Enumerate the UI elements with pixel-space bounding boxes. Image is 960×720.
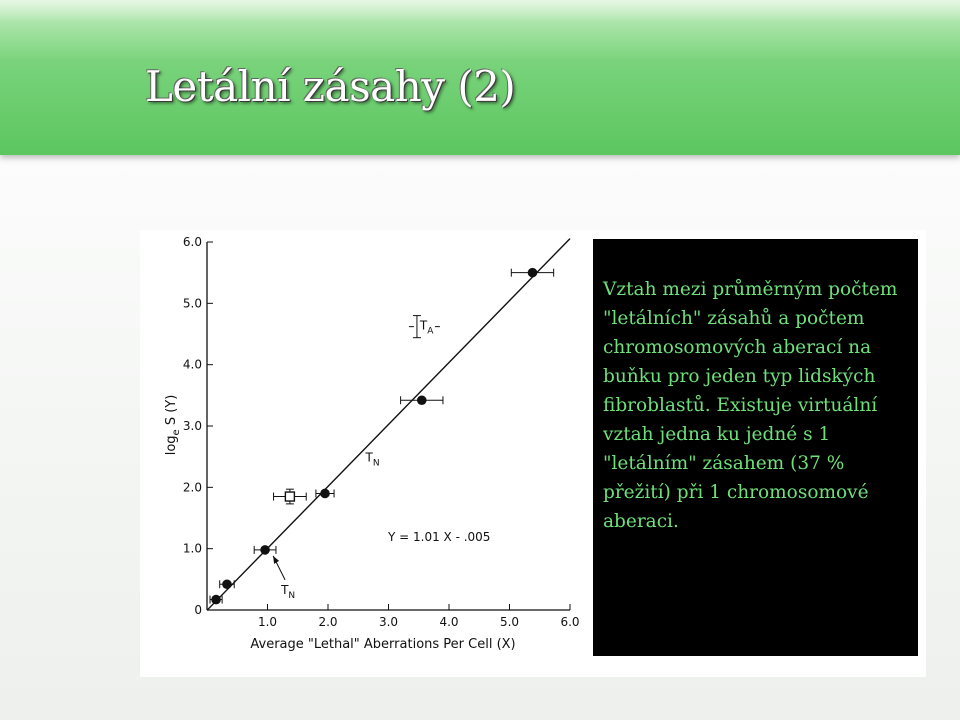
- data-point: [260, 545, 270, 555]
- y-tick-label: 5.0: [182, 296, 202, 311]
- chart-marks: [207, 239, 570, 611]
- y-axis-label-main: log: [164, 435, 179, 456]
- fit-line-label-main: T: [365, 450, 373, 465]
- x-tick-label: 3.0: [378, 615, 399, 629]
- data-point: [528, 268, 538, 278]
- fit-line-label: [365, 451, 380, 469]
- caption-text: Vztah mezi průměrným počtem "letálních" zásahů a počtem chromosomových aberací na buňku pro jeden typ lidských fibroblastů. Existuje virtuální vztah jedna ku jedné s 1 "letálním" zásahem (37 % přežití) při 1 chromosomové aberaci.: [603, 279, 898, 532]
- equation-annotation: Y = 1.01 X - .005: [388, 530, 491, 544]
- annotation-arrowhead: [273, 556, 279, 564]
- y-tick-label: 0: [194, 603, 202, 617]
- x-tick-label: 6.0: [560, 615, 580, 629]
- y-tick-label: 6.0: [182, 235, 202, 249]
- data-point-open-square: [285, 492, 294, 501]
- slide-title: Letální zásahy (2): [145, 62, 516, 111]
- y-axis-label-rest: S (Y): [164, 394, 179, 430]
- figure-panel: [140, 230, 926, 677]
- marker-ta-label: [419, 319, 434, 337]
- y-axis-label-sub: e: [171, 429, 182, 436]
- y-tick-label: 4.0: [182, 357, 202, 372]
- arrow-label-sub: N: [288, 590, 296, 601]
- x-tick-label: 5.0: [499, 615, 520, 629]
- marker-ta-label-sub: A: [427, 326, 434, 337]
- fit-line: [207, 239, 570, 611]
- y-tick-label: 1.0: [182, 541, 202, 556]
- data-point: [211, 595, 221, 605]
- arrow-label: [280, 583, 295, 601]
- fit-line-label-sub: N: [372, 458, 380, 469]
- x-tick-label: 4.0: [439, 615, 459, 629]
- arrow-label-main: T: [281, 582, 289, 597]
- caption-box: [593, 239, 918, 656]
- data-point: [417, 395, 427, 405]
- y-tick-label: 2.0: [182, 480, 202, 495]
- x-axis-label: Average "Lethal" Aberrations Per Cell (X): [250, 637, 516, 652]
- y-tick-label: 3.0: [182, 419, 202, 433]
- x-tick-label: 1.0: [257, 615, 278, 629]
- title-banner: [0, 0, 960, 155]
- data-point: [320, 489, 330, 499]
- y-axis-label: [164, 395, 182, 456]
- marker-ta-label-main: T: [419, 318, 428, 333]
- data-point: [222, 579, 232, 589]
- x-tick-label: 2.0: [318, 615, 338, 629]
